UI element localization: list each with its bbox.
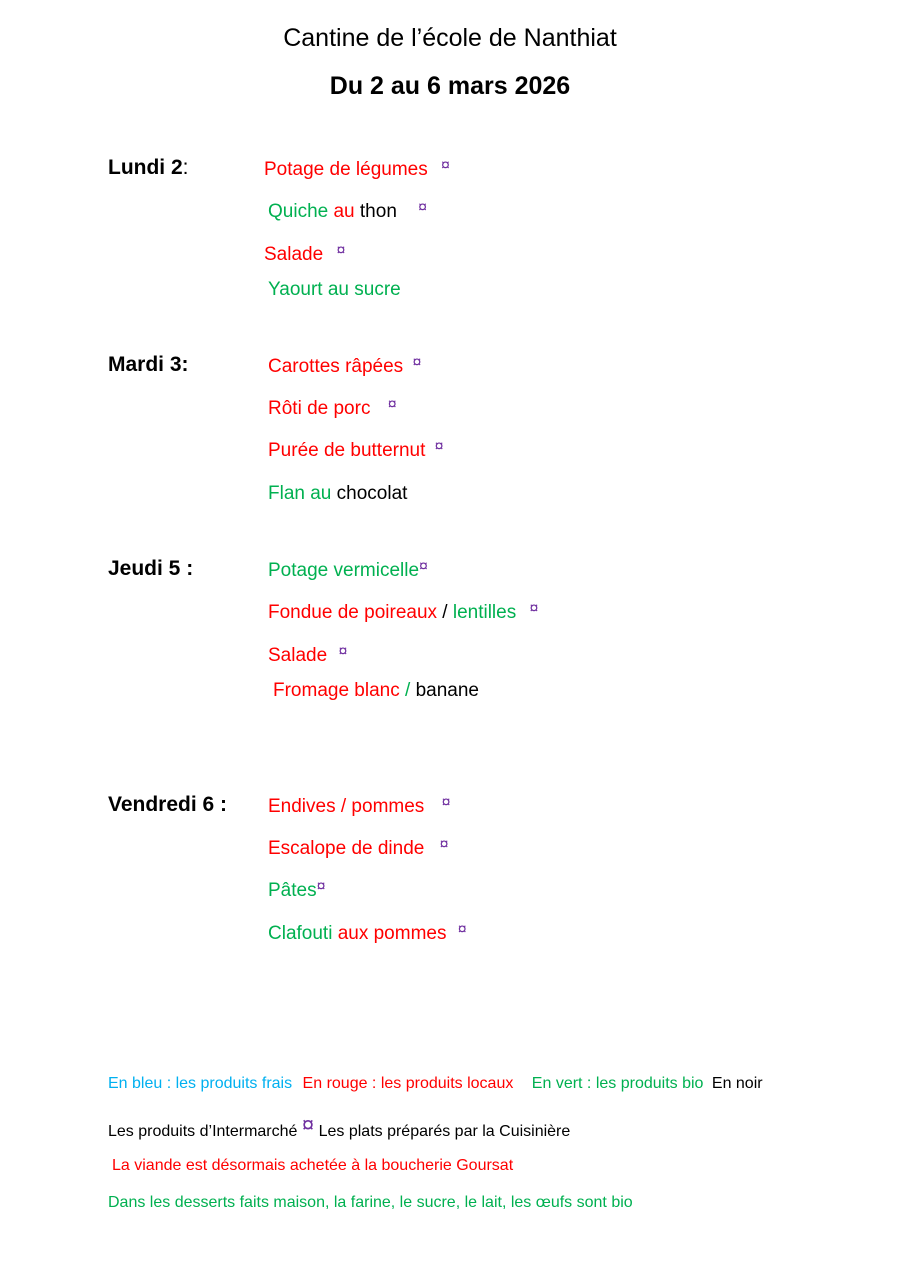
menu-item-carottes-rapees: Carottes râpées ¤ (268, 354, 422, 377)
menu-item-puree-butternut: Purée de butternut ¤ (268, 438, 444, 461)
day-label-jeudi: Jeudi 5 : (108, 557, 194, 580)
date-range-subtitle: Du 2 au 6 mars 2026 (329, 72, 571, 100)
day-label-mardi: Mardi 3: (108, 353, 189, 376)
menu-item-potage-vermicelle: Potage vermicelle¤ (268, 558, 428, 581)
homemade-mark-icon: ¤ (441, 794, 451, 811)
menu-item-yaourt: Yaourt au sucre (268, 279, 401, 300)
page-title: Cantine de l’école de Nanthiat (283, 24, 617, 52)
menu-item-fondue-poireaux-lentilles: Fondue de poireaux / lentilles ¤ (268, 600, 539, 623)
menu-item-fromage-banane: Fromage blanc / banane (273, 680, 479, 701)
homemade-mark-icon: ¤ (457, 921, 467, 938)
homemade-mark-icon: ¤ (338, 643, 348, 660)
menu-item-pates: Pâtes¤ (268, 878, 326, 901)
menu-item-salade: Salade ¤ (268, 643, 348, 666)
homemade-mark-icon: ¤ (529, 600, 539, 617)
menu-item-potage-legumes: Potage de légumes ¤ (264, 157, 450, 180)
menu-item-clafouti-pommes: Clafouti aux pommes ¤ (268, 921, 467, 944)
legend-line-2: Les produits d’Intermarché ¤ Les plats préparés par la Cuisinière (108, 1112, 571, 1140)
menu-item-salade: Salade ¤ (264, 242, 346, 265)
homemade-mark-icon: ¤ (418, 199, 428, 216)
homemade-mark-icon: ¤ (439, 836, 449, 853)
day-label-lundi: Lundi 2: (108, 156, 189, 179)
homemade-mark-icon: ¤ (301, 1112, 315, 1137)
meat-note: La viande est désormais achetée à la boucherie Goursat (112, 1157, 514, 1174)
homemade-mark-icon: ¤ (316, 878, 326, 895)
homemade-mark-icon: ¤ (419, 558, 428, 575)
homemade-mark-icon: ¤ (412, 354, 422, 371)
homemade-mark-icon: ¤ (336, 242, 346, 259)
day-label-vendredi: Vendredi 6 : (108, 793, 228, 816)
homemade-mark-icon: ¤ (434, 438, 444, 455)
desserts-note: Dans les desserts faits maison, la farine, le sucre, le lait, les œufs sont bio (108, 1194, 633, 1211)
homemade-mark-icon: ¤ (441, 157, 450, 174)
homemade-mark-icon: ¤ (387, 396, 397, 413)
menu-item-flan-chocolat: Flan au chocolat (268, 483, 408, 504)
menu-item-endives-pommes: Endives / pommes ¤ (268, 794, 451, 817)
menu-item-roti-porc: Rôti de porc ¤ (268, 396, 397, 419)
menu-item-quiche-thon: Quiche au thon ¤ (268, 199, 428, 222)
menu-item-escalope-dinde: Escalope de dinde ¤ (268, 836, 449, 859)
color-legend: En bleu : les produits frais En rouge : les produits locaux En vert : les produits bio En noir (108, 1075, 763, 1092)
